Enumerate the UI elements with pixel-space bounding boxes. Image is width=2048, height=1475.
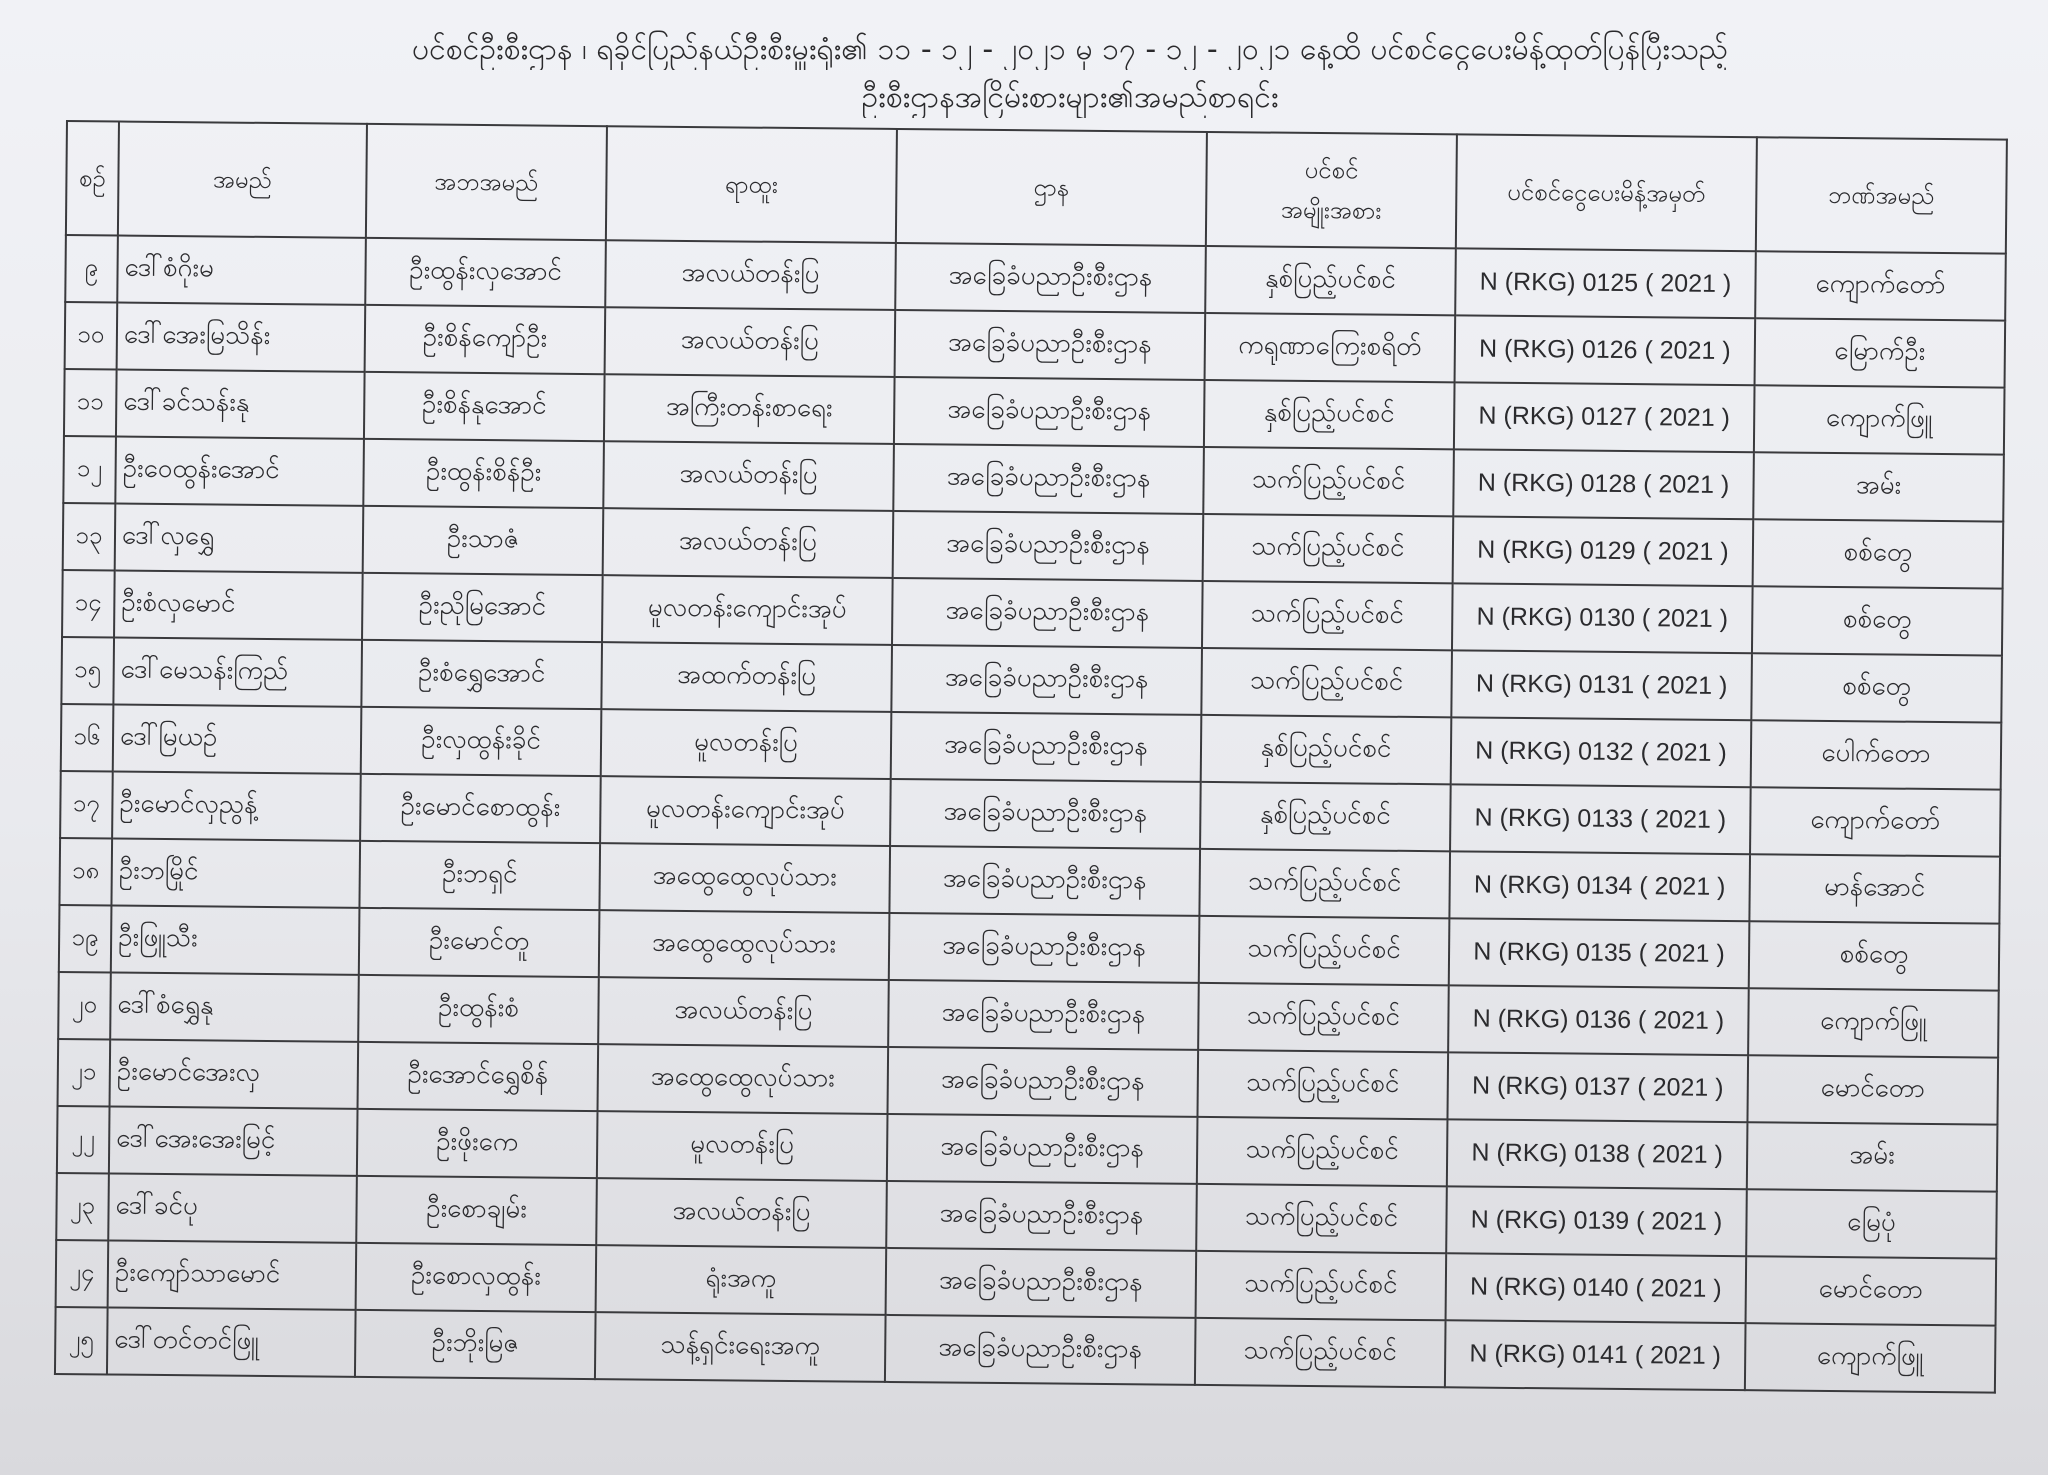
cell-pension-type: သက်ပြည့်ပင်စင်: [1203, 514, 1454, 583]
cell-bank: မောင်တော: [1747, 1055, 1998, 1124]
cell-order-number: N (RKG) 0130 ( 2021 ): [1452, 583, 1753, 653]
cell-department: အခြေခံပညာဦးစီးဌာန: [893, 444, 1204, 514]
cell-department: အခြေခံပညာဦးစီးဌာန: [886, 1248, 1197, 1318]
cell-no: ၂၃: [56, 1173, 109, 1240]
cell-order-number: N (RKG) 0133 ( 2021 ): [1450, 784, 1751, 854]
cell-bank: အမ်း: [1747, 1122, 1998, 1191]
cell-pension-type: သက်ပြည့်ပင်စင်: [1199, 916, 1450, 985]
cell-pension-type: သက်ပြည့်ပင်စင်: [1197, 1050, 1448, 1119]
cell-pension-type: သက်ပြည့်ပင်စင်: [1196, 1184, 1447, 1253]
cell-bank: စစ်တွေ: [1749, 921, 2000, 990]
cell-order-number: N (RKG) 0131 ( 2021 ): [1451, 650, 1752, 720]
cell-no: ၁၈: [59, 838, 112, 905]
cell-pension-type: သက်ပြည့်ပင်စင်: [1198, 983, 1449, 1052]
cell-father-name: ဦးမောင်စောထွန်း: [360, 774, 601, 843]
cell-pension-type: သက်ပြည့်ပင်စင်: [1202, 581, 1453, 650]
cell-father-name: ဦးစိန်ကျော်ဦး: [365, 305, 606, 374]
cell-no: ၁၂: [63, 436, 116, 503]
cell-rank: အထွေထွေလုပ်သား: [599, 843, 890, 913]
cell-no: ၁၅: [61, 637, 114, 704]
cell-no: ၉: [65, 235, 118, 302]
cell-name: ဦးမောင်အေးလှ: [110, 1039, 359, 1108]
cell-name: ဒေါ်လှရွှေ: [115, 503, 364, 572]
header-name: အမည်: [118, 122, 367, 238]
cell-order-number: N (RKG) 0139 ( 2021 ): [1446, 1186, 1747, 1256]
header-bank: ဘဏ်အမည်: [1756, 137, 2007, 253]
document-title-line-2: ဦးစီးဌာနအငြိမ်းစားများ၏အမည်စာရင်း: [861, 80, 1279, 115]
cell-name: ဒေါ်ခင်ပု: [108, 1173, 357, 1242]
cell-pension-type: သက်ပြည့်ပင်စင်: [1197, 1117, 1448, 1186]
cell-rank: အလယ်တန်းပြ: [605, 240, 896, 310]
cell-father-name: ဦးစံရွှေအောင်: [361, 640, 602, 709]
cell-name: ဒေါ်စံဂိုးမ: [117, 236, 366, 305]
cell-bank: စစ်တွေ: [1753, 519, 2004, 588]
cell-bank: ကျောက်ဖြူ: [1754, 385, 2005, 454]
cell-no: ၂၂: [57, 1106, 110, 1173]
cell-department: အခြေခံပညာဦးစီးဌာန: [893, 511, 1204, 581]
cell-department: အခြေခံပညာဦးစီးဌာန: [887, 1114, 1198, 1184]
cell-rank: အလယ်တန်းပြ: [603, 441, 894, 511]
cell-rank: သန့်ရှင်းရေးအကူ: [595, 1312, 886, 1382]
cell-father-name: ဦးသာဇံ: [363, 506, 604, 575]
table-body: [55, 235, 2006, 1393]
cell-no: ၁၆: [61, 704, 114, 771]
cell-bank: စစ်တွေ: [1751, 653, 2002, 722]
cell-bank: ကျောက်တော်: [1755, 251, 2006, 320]
cell-no: ၂၅: [55, 1307, 108, 1374]
header-order-number: ပင်စင်ငွေပေးမိန့်အမှတ်: [1456, 134, 1757, 251]
cell-bank: ကျောက်တော်: [1750, 787, 2001, 856]
cell-name: ဦးမောင်လှညွန့်: [112, 771, 361, 840]
cell-pension-type: သက်ပြည့်ပင်စင်: [1195, 1318, 1446, 1387]
cell-bank: အမ်း: [1753, 452, 2004, 521]
header-pension-type-line-1: ပင်စင်: [1304, 155, 1359, 185]
pensioner-table: [54, 120, 2008, 1394]
cell-no: ၂၀: [58, 972, 111, 1039]
cell-department: အခြေခံပညာဦးစီးဌာန: [885, 1315, 1196, 1385]
cell-department: အခြေခံပညာဦးစီးဌာန: [887, 1047, 1198, 1117]
cell-name: ဒေါ်မေသန်းကြည်: [113, 637, 362, 706]
cell-pension-type: သက်ပြည့်ပင်စင်: [1196, 1251, 1447, 1320]
header-pension-type-line-2: အမျိုးအစား: [1280, 195, 1382, 225]
cell-bank: ကျောက်ဖြူ: [1748, 988, 1999, 1057]
cell-order-number: N (RKG) 0125 ( 2021 ): [1455, 248, 1756, 318]
cell-department: အခြေခံပညာဦးစီးဌာန: [892, 578, 1203, 648]
cell-no: ၁၄: [62, 570, 115, 637]
cell-pension-type: နှစ်ပြည့်ပင်စင်: [1204, 380, 1455, 449]
cell-order-number: N (RKG) 0126 ( 2021 ): [1455, 315, 1756, 385]
cell-name: ဒေါ်စံရွှေနု: [110, 972, 359, 1041]
header-department: ဌာန: [896, 129, 1207, 246]
cell-order-number: N (RKG) 0141 ( 2021 ): [1445, 1320, 1746, 1390]
cell-no: ၁၇: [60, 771, 113, 838]
cell-order-number: N (RKG) 0136 ( 2021 ): [1448, 985, 1749, 1055]
cell-department: အခြေခံပညာဦးစီးဌာန: [895, 310, 1206, 380]
cell-name: ဦးဖြူသီး: [111, 905, 360, 974]
cell-name: ဦးဝေထွန်းအောင်: [115, 436, 364, 505]
cell-name: ဒေါ်မြယဉ်: [113, 704, 362, 773]
cell-no: ၁၁: [64, 369, 117, 436]
cell-name: ဦးကျော်သာမောင်: [108, 1240, 357, 1309]
cell-department: အခြေခံပညာဦးစီးဌာန: [889, 846, 1200, 916]
cell-order-number: N (RKG) 0129 ( 2021 ): [1453, 516, 1754, 586]
cell-department: အခြေခံပညာဦးစီးဌာန: [894, 377, 1205, 447]
cell-bank: မောင်တော: [1746, 1256, 1997, 1325]
cell-pension-type: ကရုဏာကြေးစရိတ်: [1205, 313, 1456, 382]
cell-name: ဒေါ်အေးအေးမြင့်: [109, 1106, 358, 1175]
cell-rank: အလယ်တန်းပြ: [598, 977, 889, 1047]
cell-bank: ကျောက်ဖြူ: [1745, 1323, 1996, 1392]
cell-bank: မြောက်ဦး: [1755, 318, 2006, 387]
header-no: စဉ်: [66, 121, 119, 235]
header-rank: ရာထူး: [606, 126, 897, 243]
cell-father-name: ဦးဖိုးကေ: [357, 1109, 598, 1178]
cell-department: အခြေခံပညာဦးစီးဌာန: [891, 712, 1202, 782]
cell-name: ဦးဘမြိုင်: [111, 838, 360, 907]
cell-department: အခြေခံပညာဦးစီးဌာန: [891, 645, 1202, 715]
cell-department: အခြေခံပညာဦးစီးဌာန: [895, 243, 1206, 313]
cell-order-number: N (RKG) 0137 ( 2021 ): [1447, 1052, 1748, 1122]
cell-order-number: N (RKG) 0128 ( 2021 ): [1453, 449, 1754, 519]
cell-pension-type: သက်ပြည့်ပင်စင်: [1199, 849, 1450, 918]
cell-order-number: N (RKG) 0138 ( 2021 ): [1447, 1119, 1748, 1189]
cell-department: အခြေခံပညာဦးစီးဌာန: [886, 1181, 1197, 1251]
cell-father-name: ဦးညိုမြအောင်: [362, 573, 603, 642]
cell-father-name: ဦးထွန်းစိန်ဦး: [363, 439, 604, 508]
cell-father-name: ဦးထွန်းလှအောင်: [365, 238, 606, 307]
cell-father-name: ဦးလှထွန်းခိုင်: [361, 707, 602, 776]
cell-bank: မာန်အောင်: [1749, 854, 2000, 923]
cell-bank: စစ်တွေ: [1752, 586, 2003, 655]
cell-father-name: ဦးထွန်းစံ: [358, 975, 599, 1044]
cell-rank: မူလတန်းပြ: [601, 709, 892, 779]
cell-department: အခြေခံပညာဦးစီးဌာန: [888, 980, 1199, 1050]
cell-order-number: N (RKG) 0140 ( 2021 ): [1446, 1253, 1747, 1323]
cell-no: ၁၀: [65, 302, 118, 369]
cell-order-number: N (RKG) 0132 ( 2021 ): [1451, 717, 1752, 787]
cell-name: ဒေါ်အေးမြသိန်း: [117, 303, 366, 372]
cell-order-number: N (RKG) 0135 ( 2021 ): [1449, 918, 1750, 988]
cell-no: ၁၃: [63, 503, 116, 570]
document-title-line-1: ပင်စင်ဦးစီးဌာန ၊ ရခိုင်ပြည်နယ်ဦးစီးမှူးရုံး၏ ၁၁ - ၁၂ - ၂၀၂၁ မှ ၁၇ - ၁၂ - ၂၀၂၁ နေ့ထိ ပင်စင်ငွေပေးမိန့်ထုတ်ပြန်ပြီးသည့်: [412, 32, 1728, 67]
cell-rank: ရုံးအကူ: [596, 1245, 887, 1315]
cell-rank: အထွေထွေလုပ်သား: [599, 910, 890, 980]
cell-rank: မူလတန်းကျောင်းအုပ်: [602, 575, 893, 645]
cell-department: အခြေခံပညာဦးစီးဌာန: [890, 779, 1201, 849]
cell-name: ဒေါ်ခင်သန်းနု: [116, 369, 365, 438]
cell-pension-type: နှစ်ပြည့်ပင်စင်: [1201, 715, 1452, 784]
cell-bank: မြေပုံ: [1746, 1189, 1997, 1258]
cell-rank: မူလတန်းပြ: [597, 1111, 888, 1181]
cell-rank: အကြီးတန်းစာရေး: [604, 374, 895, 444]
cell-father-name: ဦးဘိုးမြဇ: [355, 1310, 596, 1379]
cell-father-name: ဦးမောင်တူ: [359, 908, 600, 977]
cell-name: ဒေါ်တင်တင်ဖြူ: [107, 1307, 356, 1376]
cell-father-name: ဦးဘရှင်: [359, 841, 600, 910]
cell-rank: အလယ်တန်းပြ: [605, 307, 896, 377]
cell-father-name: ဦးစိန်နုအောင်: [364, 372, 605, 441]
cell-name: ဦးစံလှမောင်: [114, 570, 363, 639]
cell-rank: မူလတန်းကျောင်းအုပ်: [600, 776, 891, 846]
cell-pension-type: နှစ်ပြည့်ပင်စင်: [1200, 782, 1451, 851]
cell-rank: အလယ်တန်းပြ: [603, 508, 894, 578]
cell-no: ၂၁: [58, 1039, 111, 1106]
header-pension-type: [1206, 132, 1457, 248]
cell-rank: အထွေထွေလုပ်သား: [598, 1044, 889, 1114]
cell-no: ၁၉: [59, 905, 112, 972]
cell-pension-type: သက်ပြည့်ပင်စင်: [1201, 648, 1452, 717]
cell-rank: အလယ်တန်းပြ: [596, 1178, 887, 1248]
cell-rank: အထက်တန်းပြ: [601, 642, 892, 712]
cell-pension-type: နှစ်ပြည့်ပင်စင်: [1205, 246, 1456, 315]
table-header-row: [66, 121, 2007, 254]
cell-father-name: ဦးအောင်ရွှေစိန်: [358, 1042, 599, 1111]
cell-order-number: N (RKG) 0134 ( 2021 ): [1449, 851, 1750, 921]
cell-department: အခြေခံပညာဦးစီးဌာန: [889, 913, 1200, 983]
cell-pension-type: သက်ပြည့်ပင်စင်: [1203, 447, 1454, 516]
cell-father-name: ဦးစောချမ်း: [356, 1176, 597, 1245]
cell-father-name: ဦးစောလှထွန်း: [356, 1243, 597, 1312]
cell-bank: ပေါက်တော: [1751, 720, 2002, 789]
cell-no: ၂၄: [56, 1240, 109, 1307]
header-father-name: အဘအမည်: [366, 124, 607, 240]
cell-order-number: N (RKG) 0127 ( 2021 ): [1454, 382, 1755, 452]
